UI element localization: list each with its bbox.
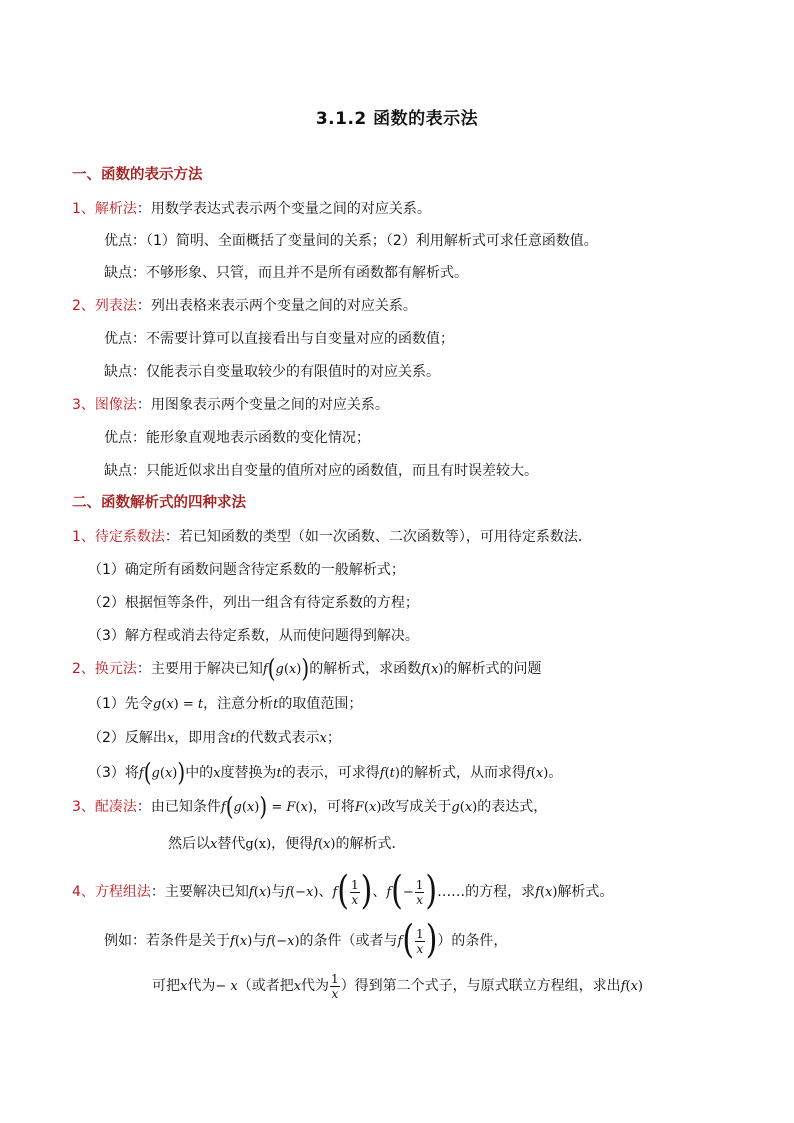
math-g: g: [152, 697, 162, 712]
item-number: 1、: [72, 201, 95, 217]
paren: (: [290, 885, 296, 900]
equals: =: [178, 697, 198, 712]
text-run: 的代数式表示: [235, 730, 320, 746]
equals: =: [267, 800, 287, 815]
paren: ): [172, 766, 178, 781]
math-x: x: [258, 885, 267, 900]
math-x: x: [300, 800, 308, 815]
math-x: x: [293, 979, 302, 994]
text-run: 例如：若条件是关于: [104, 933, 230, 949]
paren: (: [234, 934, 240, 949]
text-run: 的表示，可求得: [281, 765, 380, 781]
math-x: x: [319, 731, 327, 746]
text-run: 的条件（或者与: [299, 933, 398, 949]
paren: (: [317, 837, 324, 852]
method-name: 列表法: [94, 298, 137, 314]
math-neg-x: −x: [276, 934, 295, 949]
way-4-line: [72, 868, 614, 915]
page-title: 3.1.2 函数的表示法: [315, 109, 479, 129]
paren: ): [425, 868, 438, 915]
paren: (: [402, 917, 415, 964]
text-run: ，便得: [271, 836, 314, 852]
math-f: f: [138, 766, 144, 781]
text-run: 、: [372, 884, 387, 900]
method-2-cons: 缺点：仅能表示自变量取较少的有限值时的对应关系。: [104, 364, 440, 380]
text-run: ）得到第二个式子，与原式联立方程组，求出: [340, 978, 621, 994]
method-2-pros: 优点：不需要计算可以直接看出与自变量对应的函数值；: [104, 331, 454, 347]
method-name: 图像法: [94, 397, 137, 413]
paren: (: [530, 766, 536, 781]
item-number: 2、: [72, 661, 95, 677]
section-heading-2: 二、函数解析式的四种求法: [72, 495, 246, 511]
fraction-1-over-x: [350, 878, 360, 907]
text-run: ：主要用于解决已知: [136, 661, 263, 677]
text-run: 、: [318, 884, 333, 900]
method-3-line: [72, 395, 389, 415]
text-run: ……的方程，求: [437, 884, 536, 900]
math-f: f: [397, 934, 403, 949]
item-number: 2、: [72, 298, 95, 314]
method-name: 换元法: [94, 661, 137, 677]
paren: ): [307, 800, 313, 815]
denominator: x: [331, 986, 339, 1001]
text-run: 代为: [187, 978, 216, 994]
text-run: 代为: [301, 978, 330, 994]
paren: (: [384, 766, 390, 781]
denominator: x: [416, 941, 424, 956]
math-x: x: [210, 837, 218, 852]
numerator: 1: [331, 971, 339, 986]
math-f: f: [262, 662, 268, 677]
paren: (: [241, 800, 247, 815]
text-run: 的解析式，从而求得: [399, 765, 526, 781]
math-t: t: [197, 697, 204, 712]
paren: ): [425, 917, 438, 964]
paren: (: [283, 662, 289, 677]
way-1-step-1: （1）确定所有函数问题含待定系数的一般解析式；: [88, 562, 405, 578]
math-t: t: [389, 766, 395, 781]
math-x: x: [246, 800, 255, 815]
math-f: f: [248, 885, 254, 900]
text-run: （3）将: [88, 765, 139, 781]
text-run: 的解析式，求函数: [309, 661, 422, 677]
paren: (: [539, 885, 546, 900]
way-2-step-2: [88, 728, 341, 749]
paren: ): [177, 757, 186, 787]
section-heading-1: 一、函数的表示方法: [72, 167, 203, 183]
paren: (: [391, 868, 403, 915]
fraction-1-over-x: [415, 927, 425, 956]
paren: ): [247, 934, 253, 949]
method-3-pros: 优点：能形象直观地表示函数的变化情况；: [104, 430, 370, 446]
math-f: f: [386, 885, 392, 900]
paren: ): [254, 800, 260, 815]
way-1-line: [72, 527, 592, 547]
text-run: 的解析式的问题: [443, 661, 542, 677]
paren: ): [394, 766, 400, 781]
math-x: x: [239, 934, 248, 949]
math-f: f: [421, 662, 426, 677]
method-1-pros: 优点：（1）简明、全面概括了变量间的关系；（2）利用解析式可求任意函数值。: [104, 233, 598, 249]
text-run: 度替换为: [220, 765, 277, 781]
paren: (: [459, 800, 465, 815]
paren: (: [363, 800, 369, 815]
paren: ): [637, 979, 643, 994]
paren: ): [360, 868, 373, 915]
method-name: 解析法: [94, 201, 137, 217]
method-2-line: [72, 296, 417, 316]
fraction-1-over-x: [330, 972, 340, 1001]
math-gx: g(x): [245, 837, 272, 852]
method-1-cons: 缺点：不够形象、只管，而且并不是所有函数都有解析式。: [104, 265, 468, 281]
text-run: （或者把: [237, 978, 294, 994]
text-run: ）的条件，: [437, 933, 508, 949]
math-neg-x: −x: [295, 885, 314, 900]
paren: ): [313, 885, 319, 900]
text-run: ；: [326, 730, 341, 746]
math-t: t: [273, 697, 279, 712]
math-x: x: [180, 979, 188, 994]
text-run: 。: [548, 765, 563, 781]
text-run: 的取值范围；: [278, 696, 363, 712]
item-number: 4、: [72, 884, 95, 900]
way-2-step-3: [88, 757, 563, 787]
paren: (: [143, 757, 152, 787]
text-run: 中的: [185, 765, 214, 781]
way-1-step-2: （2）根据恒等条件，列出一组含有待定系数的方程；: [88, 595, 419, 611]
paren: ): [552, 885, 558, 900]
paren: (: [295, 800, 301, 815]
math-f: f: [266, 934, 272, 949]
math-neg-x: − x: [215, 979, 238, 994]
math-F: F: [286, 800, 296, 815]
math-x: x: [166, 697, 174, 712]
method-3-cons: 缺点：只能近似求出自变量的值所对应的函数值，而且有时误差较大。: [104, 463, 538, 479]
method-1-line: [72, 199, 431, 219]
paren: ): [301, 653, 310, 683]
text-run: （1）先令: [88, 696, 153, 712]
text-run: 的解析式．: [335, 836, 406, 852]
paren: ): [543, 766, 549, 781]
paren: (: [267, 653, 276, 683]
paren: ): [294, 934, 300, 949]
math-f: f: [313, 837, 318, 852]
math-x: x: [166, 731, 175, 746]
paren: ): [376, 800, 382, 815]
math-x: x: [213, 766, 221, 781]
way-2-line: [72, 653, 542, 683]
math-f: f: [525, 766, 531, 781]
math-x: x: [431, 662, 439, 677]
text-run: ，即用含: [174, 730, 231, 746]
math-f: f: [285, 885, 291, 900]
paren: (: [225, 791, 234, 821]
text-run: ，可将: [312, 799, 355, 815]
math-f: f: [379, 766, 385, 781]
method-desc: ：若已知函数的类型（如一次函数、二次函数等），可用待定系数法．: [164, 529, 592, 545]
paren: ): [472, 800, 478, 815]
math-x: x: [535, 766, 544, 781]
paren: (: [161, 697, 167, 712]
text-run: 的表达式，: [477, 799, 548, 815]
math-f: f: [620, 979, 626, 994]
math-f: f: [535, 885, 540, 900]
way-2-step-1: [88, 694, 362, 715]
way-3-line: [72, 791, 548, 821]
item-number: 1、: [72, 529, 95, 545]
denominator: x: [416, 892, 423, 907]
method-name: 待定系数法: [94, 529, 165, 545]
paren: (: [271, 934, 277, 949]
paren: ): [438, 662, 444, 677]
text-run: 解析式。: [557, 884, 614, 900]
method-name: 配凑法: [94, 799, 137, 815]
math-g: g: [275, 662, 284, 677]
item-number: 3、: [72, 799, 95, 815]
paren: ): [330, 837, 336, 852]
math-x: x: [164, 766, 173, 781]
numerator: 1: [350, 877, 359, 892]
paren: (: [159, 766, 165, 781]
math-g: g: [151, 766, 160, 781]
paren: ): [173, 697, 179, 712]
math-x: x: [464, 800, 473, 815]
text-run: ，注意分析: [203, 696, 274, 712]
numerator: 1: [416, 926, 424, 941]
math-f: f: [220, 800, 226, 815]
paren: (: [253, 885, 259, 900]
text-run: （2）反解出: [88, 730, 167, 746]
item-number: 3、: [72, 397, 95, 413]
method-desc: ：用数学表达式表示两个变量之间的对应关系。: [136, 201, 431, 217]
way-4-example: [104, 917, 508, 964]
text-run: 可把: [152, 978, 180, 994]
way-1-step-3: （3）解方程或消去待定系数，从而使问题得到解决。: [88, 628, 419, 644]
text-run: ：主要解决已知: [150, 884, 249, 900]
method-desc: ：列出表格来表示两个变量之间的对应关系。: [136, 298, 417, 314]
way-3-line-2: [168, 834, 405, 855]
math-x: x: [630, 979, 638, 994]
paren: ): [259, 791, 268, 821]
math-f: f: [230, 934, 235, 949]
math-f: f: [332, 885, 338, 900]
method-desc: ：用图象表示两个变量之间的对应关系。: [136, 397, 389, 413]
minus-sign: −: [402, 885, 414, 900]
text-run: 与: [271, 884, 286, 900]
text-run: ：由已知条件: [136, 799, 221, 815]
text-run: 改写成关于: [381, 799, 452, 815]
paren: (: [625, 979, 631, 994]
text-run: 与: [252, 933, 267, 949]
math-x: x: [288, 662, 297, 677]
math-x: x: [545, 885, 553, 900]
paren: ): [266, 885, 272, 900]
math-t: t: [230, 731, 236, 746]
text-run: 替代: [217, 836, 246, 852]
math-g: g: [451, 800, 460, 815]
fraction-1-over-x: [415, 878, 425, 907]
paren: ): [296, 662, 302, 677]
math-t: t: [276, 766, 282, 781]
numerator: 1: [415, 877, 424, 892]
way-4-example-line-2: [152, 968, 643, 1005]
method-name: 方程组法: [94, 884, 151, 900]
math-x: x: [323, 837, 331, 852]
math-g: g: [233, 800, 242, 815]
paren: (: [337, 868, 349, 915]
math-x: x: [369, 800, 377, 815]
math-F: F: [354, 800, 364, 815]
denominator: x: [351, 892, 359, 907]
paren: (: [426, 662, 432, 677]
text-run: 然后以: [168, 836, 210, 852]
